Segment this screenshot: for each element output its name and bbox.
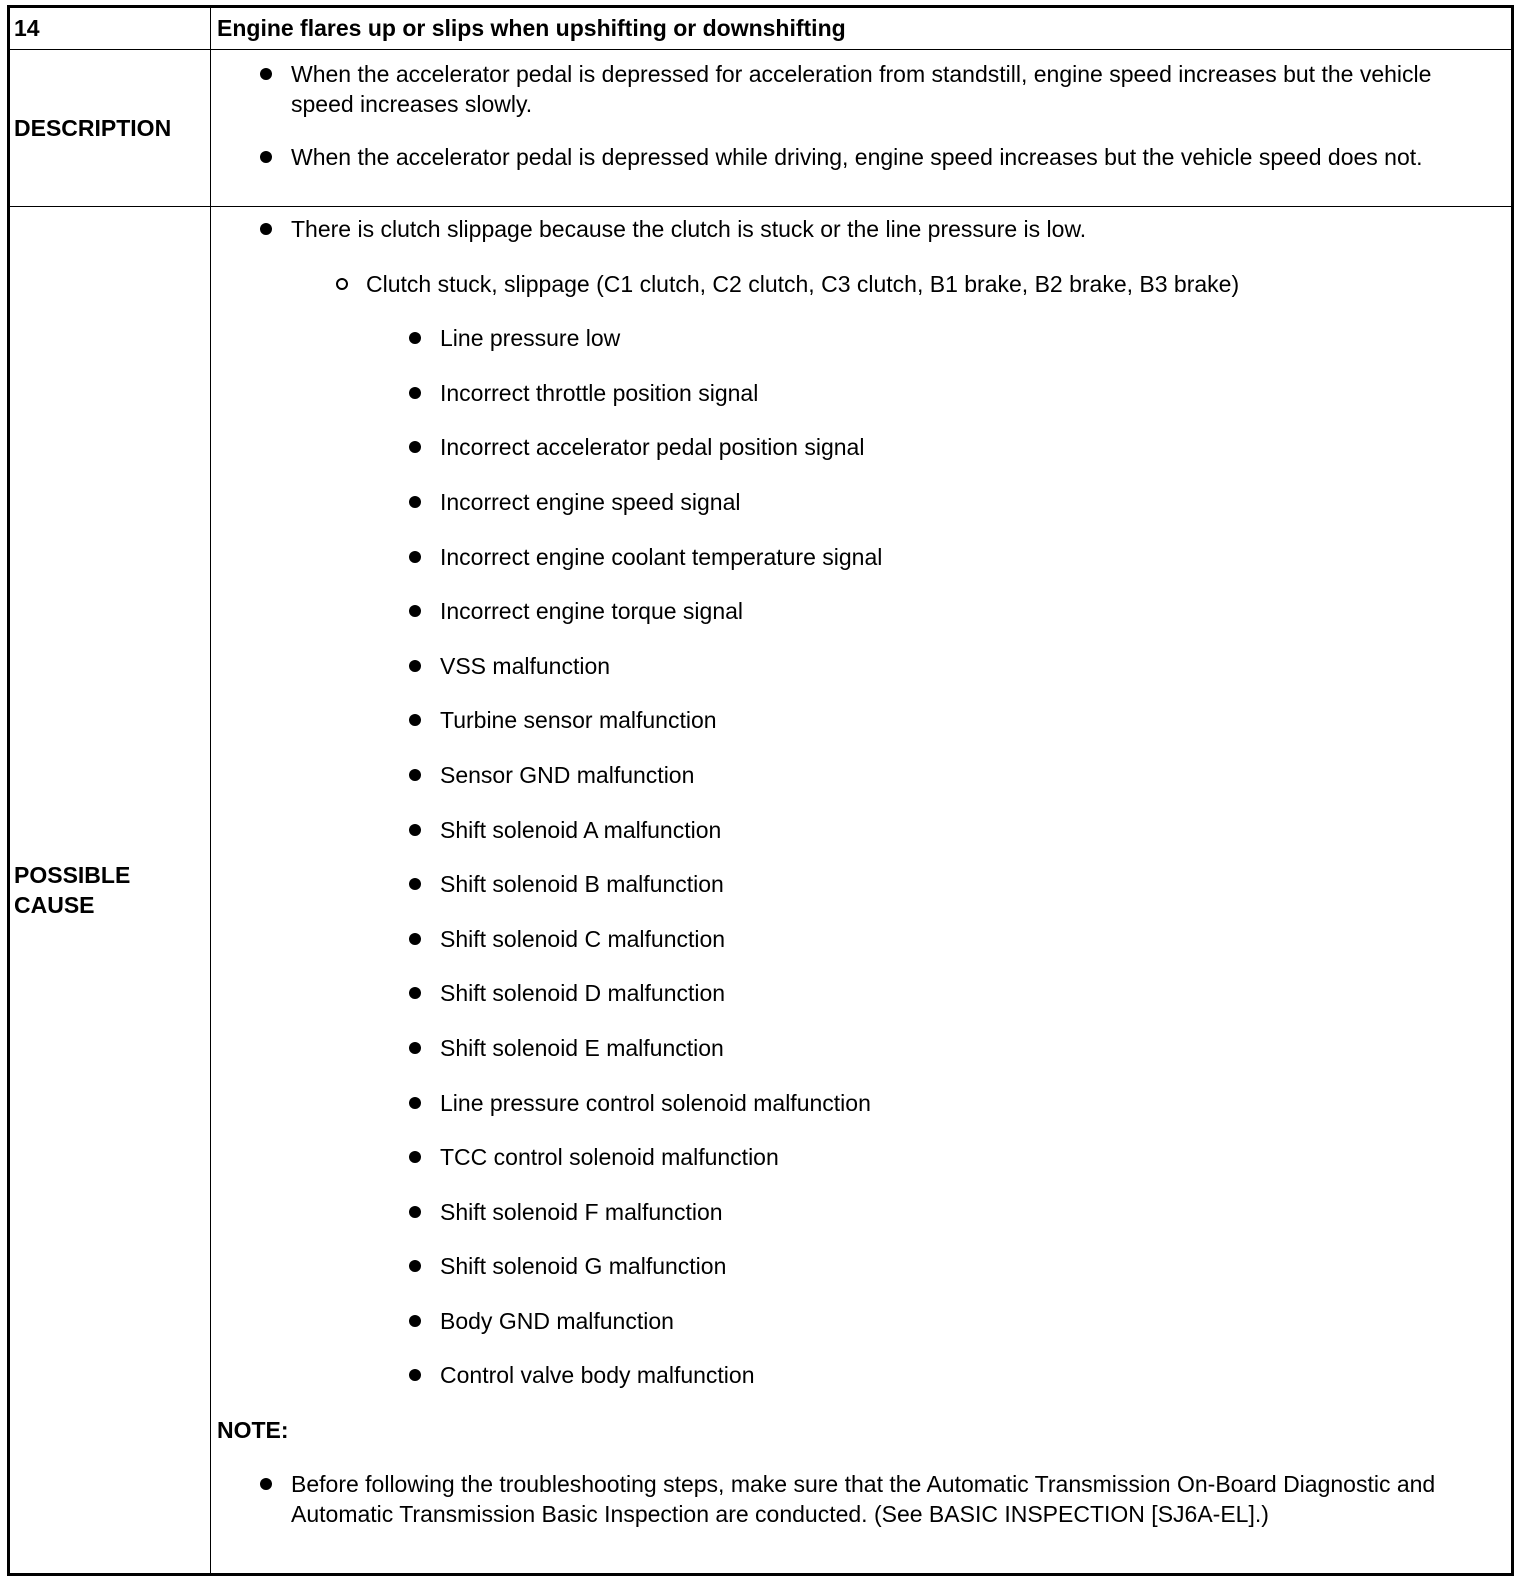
bullet-icon <box>409 441 421 453</box>
note-label: NOTE: <box>217 1417 289 1444</box>
cause-main-item <box>211 214 1511 244</box>
cause-item-text: TCC control solenoid malfunction <box>440 1144 779 1171</box>
cause-item <box>211 487 1511 517</box>
cause-item <box>211 432 1511 462</box>
cause-item <box>211 869 1511 899</box>
cause-item-text: Turbine sensor malfunction <box>440 707 717 734</box>
cause-main-text: There is clutch slippage because the clutch is stuck or the line pressure is low. <box>291 216 1087 242</box>
cause-item-text: Incorrect engine coolant temperature signal <box>440 543 883 570</box>
bullet-icon <box>409 1369 421 1381</box>
possible-cause-label-line2: CAUSE <box>14 892 95 918</box>
cause-item <box>211 978 1511 1008</box>
cause-item-text: Shift solenoid C malfunction <box>440 925 726 952</box>
note-item <box>211 1469 1511 1529</box>
cause-list <box>211 207 1511 1390</box>
note-list <box>211 1469 1511 1529</box>
note-text: Before following the troubleshooting steps, make sure that the Automatic Transmission On-Board Diagnostic and Automatic Transmission Basic Inspection are conducted. (See BASIC INSPECTION [SJ6A-EL].) <box>291 1471 1436 1528</box>
cause-item <box>211 651 1511 681</box>
cause-item <box>211 323 1511 353</box>
bullet-icon <box>409 1097 421 1109</box>
cause-item-text: Shift solenoid A malfunction <box>440 816 722 843</box>
description-item <box>211 142 1511 172</box>
cause-item <box>211 542 1511 572</box>
bullet-icon <box>409 496 421 508</box>
bullet-icon <box>409 660 421 672</box>
cause-item-text: Shift solenoid E malfunction <box>440 1034 724 1061</box>
bullet-icon <box>409 1206 421 1218</box>
cause-item <box>211 1033 1511 1063</box>
description-row <box>9 50 1513 207</box>
description-item-text: When the accelerator pedal is depressed while driving, engine speed increases but the vehicle speed does not. <box>291 144 1423 170</box>
cause-item-text: Line pressure low <box>440 325 621 352</box>
bullet-icon <box>409 714 421 726</box>
cause-item <box>211 596 1511 626</box>
bullet-icon <box>260 223 272 235</box>
bullet-icon <box>409 933 421 945</box>
possible-cause-row <box>9 207 1513 1575</box>
bullet-icon <box>409 1151 421 1163</box>
cause-item-text: Body GND malfunction <box>440 1307 674 1334</box>
bullet-icon <box>409 878 421 890</box>
bullet-icon <box>409 387 421 399</box>
cause-item <box>211 815 1511 845</box>
symptom-number: 14 <box>9 7 211 50</box>
possible-cause-label <box>9 207 211 1575</box>
cause-item <box>211 1142 1511 1172</box>
cause-item-text: Control valve body malfunction <box>440 1362 755 1389</box>
possible-cause-label-line1: POSSIBLE <box>14 862 131 888</box>
bullet-icon <box>409 605 421 617</box>
cause-item-text: Incorrect throttle position signal <box>440 379 759 406</box>
cause-item-text: Incorrect accelerator pedal position signal <box>440 434 865 461</box>
cause-sub-item <box>211 269 1511 299</box>
bullet-icon <box>409 1042 421 1054</box>
symptom-title: Engine flares up or slips when upshifting or downshifting <box>211 7 1513 50</box>
cause-item <box>211 924 1511 954</box>
bullet-icon <box>409 824 421 836</box>
header-row <box>9 7 1513 50</box>
description-item-text: When the accelerator pedal is depressed for acceleration from standstill, engine speed increases but the vehicle speed increases slowly. <box>291 61 1432 117</box>
bullet-icon <box>409 1260 421 1272</box>
cause-item-text: Shift solenoid B malfunction <box>440 871 724 898</box>
bullet-icon <box>260 151 272 163</box>
cause-item-text: Incorrect engine torque signal <box>440 598 744 625</box>
cause-sub-text: Clutch stuck, slippage (C1 clutch, C2 clutch, C3 clutch, B1 brake, B2 brake, B3 brake) <box>366 270 1240 297</box>
cause-item <box>211 1088 1511 1118</box>
cause-item-text: VSS malfunction <box>440 652 611 679</box>
cause-item-text: Line pressure control solenoid malfunction <box>440 1089 871 1116</box>
cause-item <box>211 378 1511 408</box>
cause-item <box>211 1197 1511 1227</box>
bullet-icon <box>260 1478 272 1490</box>
cause-item-text: Shift solenoid F malfunction <box>440 1198 723 1225</box>
cause-item <box>211 705 1511 735</box>
cause-item-text: Shift solenoid D malfunction <box>440 980 726 1007</box>
bullet-icon <box>409 769 421 781</box>
cause-item <box>211 1360 1511 1390</box>
bullet-icon <box>409 1315 421 1327</box>
cause-item <box>211 1306 1511 1336</box>
description-item <box>211 59 1511 119</box>
cause-item <box>211 760 1511 790</box>
description-content <box>211 50 1513 207</box>
description-list <box>211 50 1511 172</box>
bullet-icon <box>409 332 421 344</box>
cause-item-text: Sensor GND malfunction <box>440 761 695 788</box>
possible-cause-content <box>211 207 1513 1575</box>
bullet-icon <box>409 987 421 999</box>
cause-item <box>211 1251 1511 1281</box>
cause-item-text: Shift solenoid G malfunction <box>440 1253 727 1280</box>
bullet-icon <box>409 551 421 563</box>
symptom-table <box>7 5 1514 1576</box>
description-label: DESCRIPTION <box>9 50 211 207</box>
hollow-bullet-icon <box>336 278 348 290</box>
cause-item-text: Incorrect engine speed signal <box>440 488 741 515</box>
bullet-icon <box>260 68 272 80</box>
